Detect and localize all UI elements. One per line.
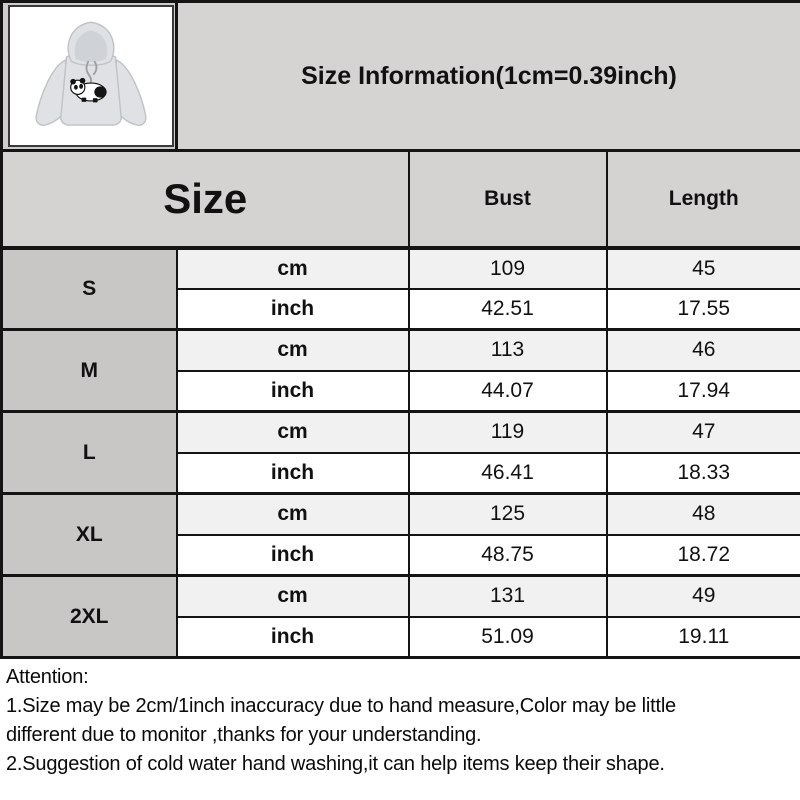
table-row-xl-cm xyxy=(2,494,800,535)
length-value: 49 xyxy=(607,576,800,617)
table-header-row xyxy=(2,151,800,248)
bust-value: 125 xyxy=(409,494,607,535)
unit-label-cm: cm xyxy=(177,248,409,289)
bust-value: 109 xyxy=(409,248,607,289)
length-value: 48 xyxy=(607,494,800,535)
unit-label-cm: cm xyxy=(177,412,409,453)
bust-value: 119 xyxy=(409,412,607,453)
bust-value: 46.41 xyxy=(409,453,607,494)
length-value: 47 xyxy=(607,412,800,453)
length-value: 46 xyxy=(607,330,800,371)
table-row-m-cm xyxy=(2,330,800,371)
length-value: 17.55 xyxy=(607,289,800,330)
table-row-l-cm xyxy=(2,412,800,453)
column-header-bust: Bust xyxy=(409,151,607,248)
size-label-2xl: 2XL xyxy=(2,576,177,658)
length-value: 18.33 xyxy=(607,453,800,494)
unit-label-cm: cm xyxy=(177,330,409,371)
size-label-m: M xyxy=(2,330,177,412)
bust-value: 113 xyxy=(409,330,607,371)
attention-section xyxy=(0,659,800,779)
size-label-s: S xyxy=(2,248,177,330)
bust-value: 131 xyxy=(409,576,607,617)
length-value: 45 xyxy=(607,248,800,289)
column-header-length: Length xyxy=(607,151,800,248)
attention-line: 2.Suggestion of cold water hand washing,it can help items keep their shape. xyxy=(6,753,665,775)
size-label-xl: XL xyxy=(2,494,177,576)
unit-label-cm: cm xyxy=(177,494,409,535)
bust-value: 44.07 xyxy=(409,371,607,412)
attention-line: 1.Size may be 2cm/1inch inaccuracy due to hand measure,Color may be little xyxy=(6,695,676,717)
bust-value: 51.09 xyxy=(409,617,607,658)
length-value: 19.11 xyxy=(607,617,800,658)
column-header-size: Size xyxy=(2,151,409,248)
unit-label-inch: inch xyxy=(177,371,409,412)
banner-row xyxy=(2,2,800,151)
banner-title-cell xyxy=(177,2,800,151)
bust-value: 42.51 xyxy=(409,289,607,330)
page-title: Size Information(1cm=0.39inch) xyxy=(301,61,677,90)
product-photo xyxy=(8,5,174,147)
hoodie-with-panda-icon xyxy=(13,10,169,142)
unit-label-cm: cm xyxy=(177,576,409,617)
product-photo-cell xyxy=(2,2,177,151)
unit-label-inch: inch xyxy=(177,289,409,330)
unit-label-inch: inch xyxy=(177,535,409,576)
bust-value: 48.75 xyxy=(409,535,607,576)
length-value: 18.72 xyxy=(607,535,800,576)
attention-line: different due to monitor ,thanks for your understanding. xyxy=(6,724,482,746)
table-row-2xl-cm xyxy=(2,576,800,617)
length-value: 17.94 xyxy=(607,371,800,412)
attention-heading: Attention: xyxy=(6,666,89,688)
unit-label-inch: inch xyxy=(177,617,409,658)
unit-label-inch: inch xyxy=(177,453,409,494)
size-label-l: L xyxy=(2,412,177,494)
table-row-s-cm xyxy=(2,248,800,289)
